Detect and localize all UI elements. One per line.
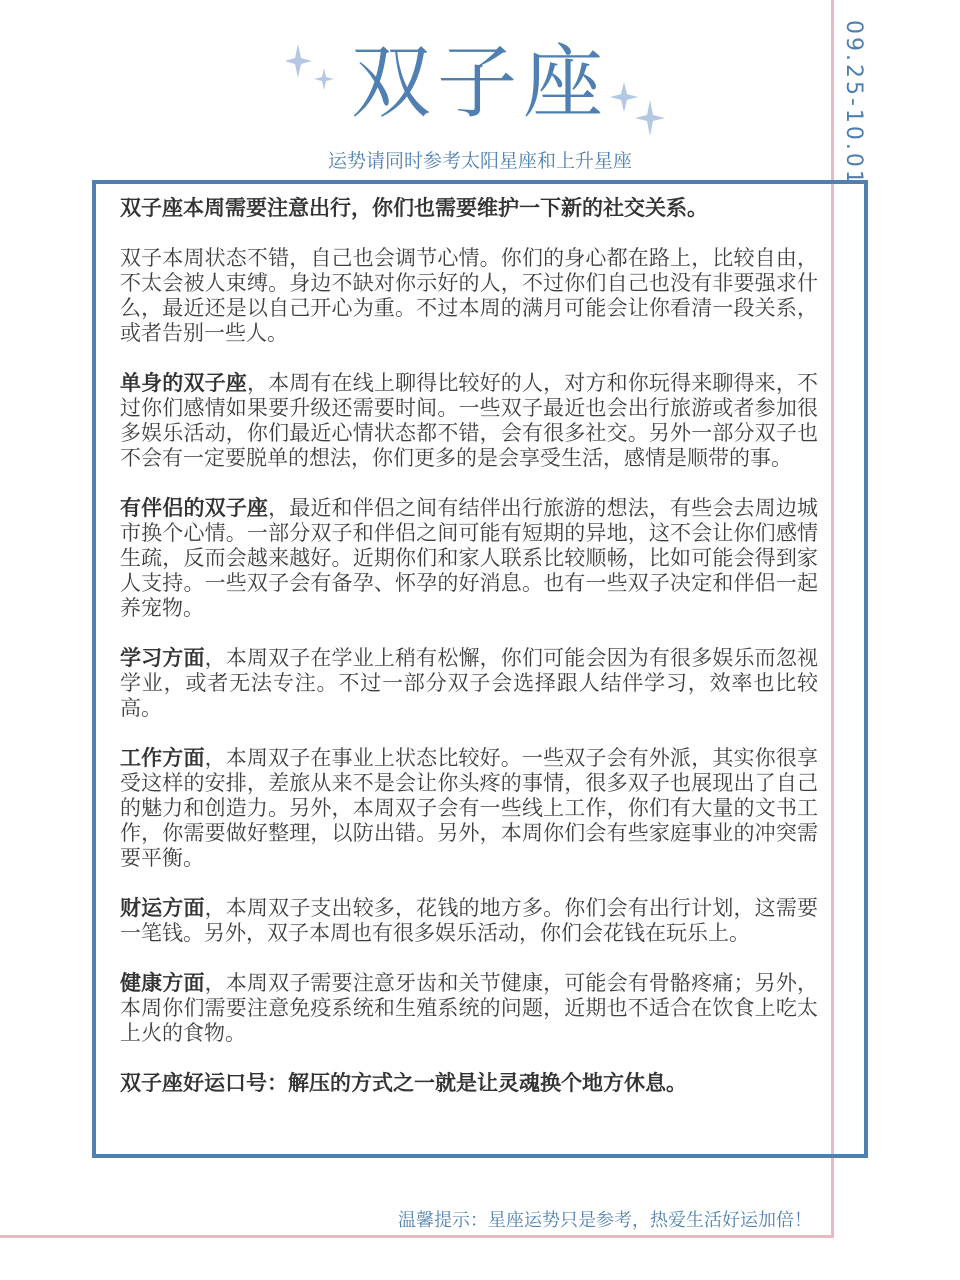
section-health: 健康方面，本周双子需要注意牙齿和关节健康，可能会有骨骼疼痛；另外，本周你们需要注意免疫系统和生殖系统的问题，近期也不适合在饮食上吃太上火的食物。: [120, 971, 818, 1045]
overview-paragraph: 双子本周状态不错，自己也会调节心情。你们的身心都在路上，比较自由，不太会被人束缚。身边不缺对你示好的人，不过你们自己也没有非要强求什么，最近还是以自己开心为重。不过本周的满月可能会让你看清一段关系，或者告别一些人。: [120, 246, 818, 345]
page-title: 双子座: [351, 36, 609, 129]
section-heading: 有伴侣的双子座: [120, 496, 269, 520]
section-heading: 健康方面: [120, 971, 205, 995]
footer-tip: 温馨提示：星座运势只是参考，热爱生活好运加倍！: [398, 1210, 812, 1231]
date-range: 09.25-10.01: [841, 20, 866, 187]
section-heading: 财运方面: [120, 896, 205, 920]
intro-paragraph: 双子座本周需要注意出行，你们也需要维护一下新的社交关系。: [120, 196, 708, 220]
section-finance: 财运方面，本周双子支出较多，花钱的地方多。你们会有出行计划，这需要一笔钱。另外，双子本周也有很多娱乐活动，你们会花钱在玩乐上。: [120, 896, 818, 945]
page-subtitle: 运势请同时参考太阳星座和上升星座: [327, 150, 632, 172]
section-single: 单身的双子座，本周有在线上聊得比较好的人，对方和你玩得来聊得来，不过你们感情如果要升级还需要时间。一些双子最近也会出行旅游或者参加很多娱乐活动，你们最近心情状态都不错，会有很多社交。另外一部分双子也不会有一定要脱单的想法，你们更多的是会享受生活，感情是顺带的事。: [120, 371, 818, 470]
section-work: 工作方面，本周双子在事业上状态比较好。一些双子会有外派，其实你很享受这样的安排，差旅从来不是会让你头疼的事情，很多双子也展现出了自己的魅力和创造力。另外，本周双子会有一些线上工作，你们有大量的文书工作，你需要做好整理，以防出错。另外，本周你们会有些家庭事业的冲突需要平衡。: [120, 746, 818, 870]
section-heading: 单身的双子座: [120, 371, 247, 395]
section-couple: 有伴侣的双子座，最近和伴侣之间有结伴出行旅游的想法，有些会去周边城市换个心情。一部分双子和伴侣之间可能有短期的异地，这不会让你们感情生疏，反而会越来越好。近期你们和家人联系比较顺畅，比如可能会得到家人支持。一些双子会有备孕、怀孕的好消息。也有一些双子决定和伴侣一起养宠物。: [120, 496, 818, 620]
section-heading: 工作方面: [120, 746, 205, 770]
pink-horizontal-line: [0, 1235, 834, 1238]
section-heading: 学习方面: [120, 646, 205, 670]
section-study: 学习方面，本周双子在学业上稍有松懈，你们可能会因为有很多娱乐而忽视学业，或者无法专注。不过一部分双子会选择跟人结伴学习，效率也比较高。: [120, 646, 818, 720]
horoscope-content: [120, 196, 818, 1121]
slogan-paragraph: 双子座好运口号：解压的方式之一就是让灵魂换个地方休息。: [120, 1071, 687, 1095]
